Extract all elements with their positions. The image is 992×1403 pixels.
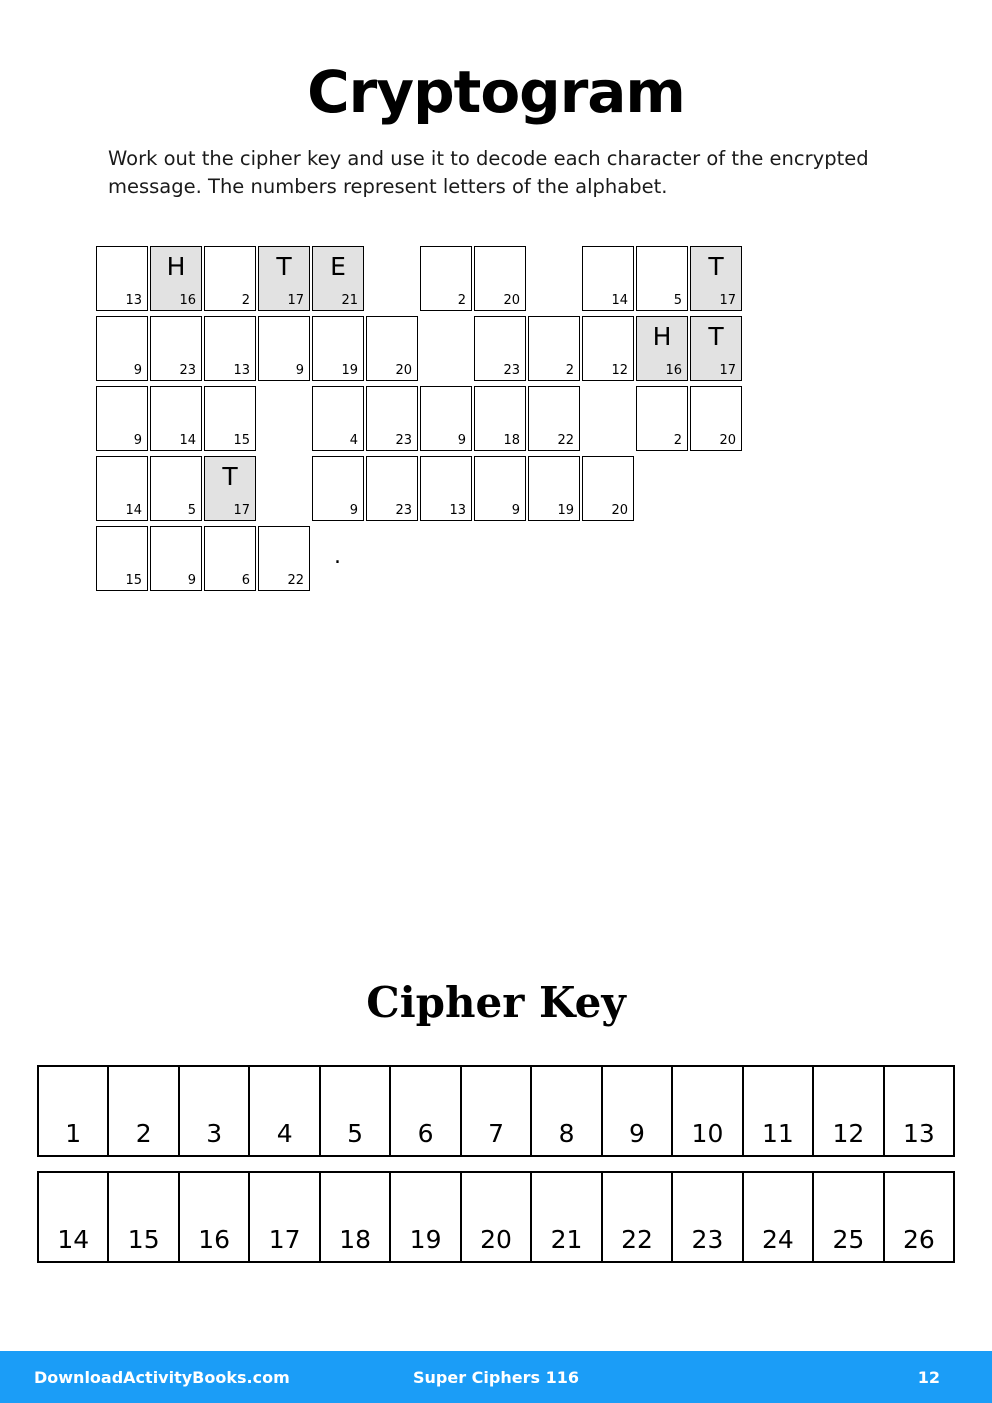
cryptogram-cell[interactable] [150,316,202,381]
cell-number: 14 [125,503,142,519]
cipher-key-number: 10 [691,1119,724,1149]
cryptogram-cell[interactable] [528,456,580,521]
cipher-key-number: 5 [347,1119,364,1149]
cipher-key-cell[interactable] [180,1067,250,1155]
cipher-key-number: 15 [127,1225,160,1255]
cryptogram-cell[interactable] [474,316,526,381]
cell-number: 9 [187,573,196,589]
cryptogram-cell[interactable] [204,526,256,591]
cipher-key-cell[interactable] [885,1067,953,1155]
cryptogram-cell[interactable] [420,456,472,521]
cipher-key-cell[interactable] [109,1067,179,1155]
cipher-key-cell[interactable] [673,1173,743,1261]
cipher-key-number: 12 [832,1119,865,1149]
cryptogram-cell[interactable] [366,316,418,381]
cryptogram-cell[interactable] [312,246,364,311]
cipher-key-number: 19 [409,1225,442,1255]
cell-number: 9 [133,363,142,379]
cryptogram-cell[interactable] [258,246,310,311]
cipher-key-grid [37,1065,955,1263]
cipher-key-number: 6 [417,1119,434,1149]
cipher-key-number: 21 [550,1225,583,1255]
cipher-key-cell[interactable] [250,1067,320,1155]
cryptogram-cell[interactable] [312,386,364,451]
cipher-key-number: 23 [691,1225,724,1255]
cryptogram-cell[interactable] [150,526,202,591]
cryptogram-cell[interactable] [366,386,418,451]
cell-number: 19 [341,363,358,379]
cell-number: 9 [133,433,142,449]
cipher-key-cell[interactable] [180,1173,250,1261]
word-gap [258,386,310,451]
cipher-key-cell[interactable] [109,1173,179,1261]
cryptogram-cell[interactable] [582,456,634,521]
cryptogram-cell[interactable] [258,316,310,381]
cell-number: 2 [673,433,682,449]
cell-number: 15 [233,433,250,449]
cell-letter: E [330,252,346,282]
cryptogram-cell[interactable] [312,456,364,521]
cryptogram-cell[interactable] [690,246,742,311]
word-gap [258,456,310,521]
cipher-key-cell[interactable] [603,1173,673,1261]
cell-number: 13 [449,503,466,519]
cipher-key-cell[interactable] [673,1067,743,1155]
cell-number: 20 [395,363,412,379]
cryptogram-cell[interactable] [636,246,688,311]
cryptogram-cell[interactable] [96,316,148,381]
cryptogram-cell[interactable] [420,246,472,311]
cell-number: 13 [233,363,250,379]
cryptogram-cell[interactable] [204,246,256,311]
cipher-key-number: 11 [762,1119,794,1149]
cryptogram-cell[interactable] [96,456,148,521]
cryptogram-cell[interactable] [474,246,526,311]
cipher-key-number: 13 [902,1119,935,1149]
cell-number: 17 [719,363,736,379]
cryptogram-row [96,386,992,454]
cryptogram-cell[interactable] [312,316,364,381]
cipher-key-number: 22 [621,1225,653,1255]
cryptogram-row [96,246,992,314]
cell-letter: T [708,252,724,282]
cell-number: 21 [341,293,358,309]
cipher-key-number: 16 [198,1225,231,1255]
footer-book-title: Super Ciphers 116 [413,1367,579,1387]
cell-letter: H [652,322,672,352]
cipher-key-cell[interactable] [744,1173,814,1261]
cell-number: 14 [611,293,628,309]
cipher-key-number: 26 [902,1225,935,1255]
cell-number: 14 [179,433,196,449]
cipher-key-cell[interactable] [462,1067,532,1155]
cell-number: 22 [287,573,304,589]
cryptogram-cell[interactable] [474,456,526,521]
page-title: Cryptogram [307,58,685,126]
cryptogram-cell[interactable] [528,316,580,381]
cell-number: 23 [395,503,412,519]
cell-number: 9 [457,433,466,449]
cell-number: 6 [241,573,250,589]
cell-number: 16 [665,363,682,379]
cryptogram-row [96,316,992,384]
cipher-key-number: 4 [276,1119,293,1149]
cell-number: 17 [287,293,304,309]
cipher-key-cell[interactable] [39,1173,109,1261]
period-mark: . [334,544,341,570]
cell-letter: T [222,462,238,492]
cipher-key-cell[interactable] [814,1173,884,1261]
cipher-key-cell[interactable] [814,1067,884,1155]
cipher-key-number: 17 [268,1225,301,1255]
word-gap [420,316,472,381]
cryptogram-row [96,456,992,524]
cell-number: 16 [179,293,196,309]
cryptogram-cell[interactable] [366,456,418,521]
cell-number: 20 [719,433,736,449]
word-gap [582,386,634,451]
cryptogram-grid [96,246,992,594]
cipher-key-number: 2 [135,1119,152,1149]
cell-number: 12 [611,363,628,379]
cryptogram-cell[interactable] [204,316,256,381]
cell-number: 15 [125,573,142,589]
cipher-key-cell[interactable] [885,1173,953,1261]
cryptogram-cell[interactable] [150,386,202,451]
cell-number: 9 [349,503,358,519]
cryptogram-cell[interactable] [96,526,148,591]
instructions-text: Work out the cipher key and use it to decode each character of the encrypted message. The numbers represent letters of the alphabet. [108,146,869,198]
cryptogram-cell[interactable] [636,386,688,451]
cipher-key-number: 7 [488,1119,504,1149]
cryptogram-cell[interactable] [150,456,202,521]
cell-number: 20 [611,503,628,519]
cipher-key-cell[interactable] [744,1067,814,1155]
cipher-key-number: 18 [339,1225,372,1255]
cell-number: 23 [179,363,196,379]
cryptogram-cell[interactable] [96,386,148,451]
cell-number: 5 [187,503,196,519]
cipher-key-number: 8 [558,1119,575,1149]
cryptogram-cell[interactable] [690,316,742,381]
cipher-key-number: 1 [65,1119,82,1149]
cell-number: 2 [241,293,250,309]
cryptogram-cell[interactable] [582,246,634,311]
footer-site: DownloadActivityBooks.com [34,1367,290,1387]
cell-number: 19 [557,503,574,519]
word-gap [366,246,418,311]
cipher-key-number: 9 [629,1119,645,1149]
cryptogram-cell[interactable] [258,526,310,591]
cryptogram-cell[interactable] [528,386,580,451]
cipher-key-row-1 [37,1065,955,1157]
cipher-key-number: 14 [57,1225,90,1255]
cell-number: 23 [503,363,520,379]
cell-number: 20 [503,293,520,309]
cipher-key-cell[interactable] [321,1173,391,1261]
cryptogram-cell[interactable] [690,386,742,451]
word-gap [528,246,580,311]
cipher-key-row-2 [37,1171,955,1263]
cell-number: 17 [233,503,250,519]
cryptogram-cell[interactable] [420,386,472,451]
cipher-key-title: Cipher Key [366,978,626,1028]
cryptogram-cell[interactable] [636,316,688,381]
cell-letter: H [166,252,186,282]
cipher-key-number: 24 [762,1225,794,1255]
cipher-key-cell[interactable] [462,1173,532,1261]
footer-page-number: 12 [917,1367,940,1387]
cell-number: 22 [557,433,574,449]
cell-number: 9 [295,363,304,379]
cipher-key-number: 25 [832,1225,865,1255]
cipher-key-cell[interactable] [603,1067,673,1155]
cipher-key-cell[interactable] [532,1067,602,1155]
cipher-key-cell[interactable] [532,1173,602,1261]
cipher-key-cell[interactable] [250,1173,320,1261]
cipher-key-number: 20 [480,1225,512,1255]
cell-number: 9 [511,503,520,519]
cell-number: 2 [565,363,574,379]
cipher-key-number: 3 [206,1119,223,1149]
cryptogram-row [96,526,992,594]
cryptogram-cell[interactable] [204,386,256,451]
cell-number: 4 [349,433,358,449]
cell-letter: T [276,252,292,282]
cell-number: 2 [457,293,466,309]
cell-number: 13 [125,293,142,309]
cell-number: 5 [673,293,682,309]
cryptogram-cell[interactable] [474,386,526,451]
cipher-key-cell[interactable] [39,1067,109,1155]
page-footer [0,1351,992,1403]
cipher-key-cell[interactable] [391,1067,461,1155]
cipher-key-cell[interactable] [321,1067,391,1155]
cell-number: 18 [503,433,520,449]
cryptogram-cell[interactable] [150,246,202,311]
cell-number: 23 [395,433,412,449]
cipher-key-cell[interactable] [391,1173,461,1261]
cryptogram-cell[interactable] [582,316,634,381]
cryptogram-cell[interactable] [204,456,256,521]
cell-number: 17 [719,293,736,309]
cryptogram-cell[interactable] [96,246,148,311]
cell-letter: T [708,322,724,352]
